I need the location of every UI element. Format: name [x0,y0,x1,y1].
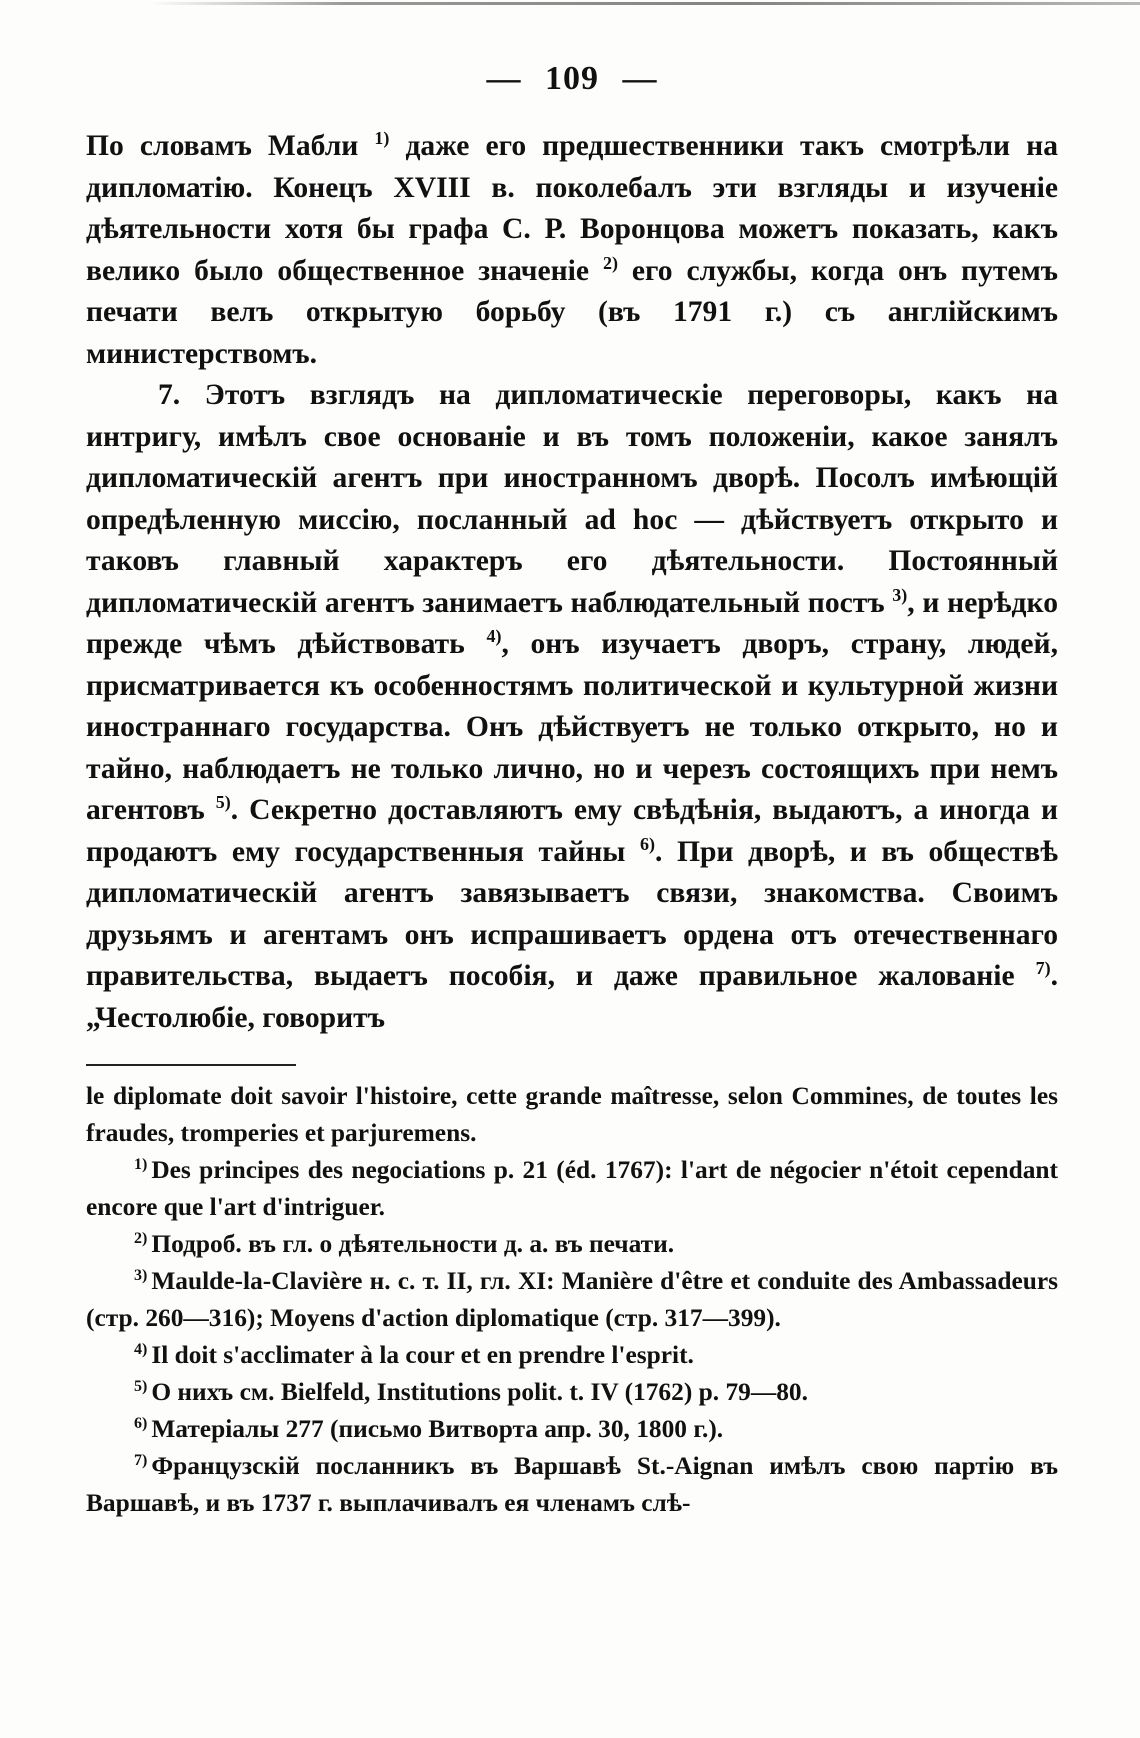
paragraph-text: , онъ изучаетъ дворъ, страну, людей, присматривается къ особенностямъ политической и культурной жизни иностраннаго государства. Онъ дѣйствуетъ не только открыто, но и тайно, наблюдаетъ не только лично, но и черезъ состоящихъ при немъ агентовъ [86,628,1058,826]
footnote-reference: 7) [1035,958,1051,979]
footnote-mark: 2) [134,1229,148,1247]
footnote [86,1448,1058,1522]
page-number [86,60,1058,98]
paragraph-text: . Секретно доставляютъ ему свѣдѣнія, выдаютъ, а иногда и продаютъ ему государственныя тайны [86,794,1058,868]
footnote-mark: 7) [134,1451,148,1469]
footnote-reference: 4) [486,626,502,647]
footnote-mark: 4) [134,1340,148,1358]
footnote-text: Il doit s'acclimater à la cour et en prendre l'esprit. [151,1341,694,1369]
footnote-text: Maulde-la-Clavière н. с. т. II, гл. XI: Manière d'être et conduite des Ambassadeurs (стр. 260—316); Moyens d'action diplomatique (стр. 317—399). [86,1267,1058,1332]
footnote-text: Французскій посланникъ въ Варшавѣ St.-Aignan имѣлъ свою партію въ Варшавѣ, и въ 1737 г. выплачивалъ ея членамъ слѣ- [86,1452,1058,1517]
footnote-reference: 5) [215,792,231,813]
footnote-reference: 2) [602,252,618,273]
footnote [86,1226,1058,1263]
footnote-mark: 6) [134,1414,148,1432]
paragraph-text: По словамъ Мабли [86,130,375,162]
footnote-reference: 3) [892,584,908,605]
paragraph-text: . „Честолюбіе, говоритъ [86,960,1058,1034]
footnote [86,1152,1058,1226]
page-number-dash-right: — [622,60,658,97]
footnote [86,1263,1058,1337]
footnote-reference: 1) [374,128,390,149]
footnote-text: Матеріалы 277 (письмо Витворта апр. 30, 1800 г.). [151,1415,724,1443]
footnote-mark: 5) [134,1377,148,1395]
paragraph [86,126,1058,375]
footnote-reference: 6) [639,833,655,854]
footnote-text: Подроб. въ гл. о дѣятельности д. а. въ печати. [151,1230,675,1258]
footnote-continuation [86,1078,1058,1152]
scan-top-edge [150,2,1140,5]
paragraph [86,375,1058,1039]
page-number-dash-left: — [486,60,522,97]
footnote [86,1337,1058,1374]
footnote-mark: 1) [134,1155,148,1173]
paragraph-text: , и нерѣдко прежде чѣмъ дѣйствовать [86,586,1058,660]
paragraph-text: его службы, когда онъ путемъ печати велъ открытую борьбу (въ 1791 г.) съ англійскимъ министерствомъ. [86,254,1058,370]
footnote-text: le diplomate doit savoir l'histoire, cette grande maîtresse, selon Commines, de toutes les fraudes, tromperies et parjuremens. [86,1082,1058,1147]
footnote-mark: 3) [134,1266,148,1284]
footnote [86,1411,1058,1448]
footnote-text: Des principes des negociations p. 21 (éd. 1767): l'art de négocier n'étoit cependant encore que l'art d'intriguer. [86,1156,1058,1221]
footnote-divider [86,1064,296,1066]
page [86,60,1058,1522]
footnote [86,1374,1058,1411]
paragraph-text: даже его предшественники такъ смотрѣли на дипломатію. Конецъ XVIII в. поколебалъ эти взгляды и изученіе дѣятельности хотя бы графа С. Р. Воронцова можетъ показать, какъ велико было общественное значеніе [86,130,1058,287]
paragraph-text: . При дворѣ, и въ обществѣ дипломатическій агентъ завязываетъ связи, знакомства. Своимъ друзьямъ и агентамъ онъ испрашиваетъ ордена отъ отечественнаго правительства, выдаетъ пособія, и даже правильное жалованіе [86,835,1058,992]
body-text [86,126,1058,1039]
page-number-value: 109 [545,60,599,97]
paragraph-text: 7. Этотъ взглядъ на дипломатическіе переговоры, какъ на интригу, имѣлъ свое основаніе и въ томъ положеніи, какое занялъ дипломатическій агентъ при иностранномъ дворѣ. Посолъ имѣющій опредѣленную миссію, посланный ad hoc — дѣйствуетъ открыто и таковъ главный характеръ его дѣятельности. Постоянный дипломатическій агентъ занимаетъ наблюдательный постъ [86,379,1058,619]
footnotes [86,1078,1058,1522]
footnote-text: О нихъ см. Bielfeld, Institutions polit. t. IV (1762) p. 79—80. [151,1378,808,1406]
